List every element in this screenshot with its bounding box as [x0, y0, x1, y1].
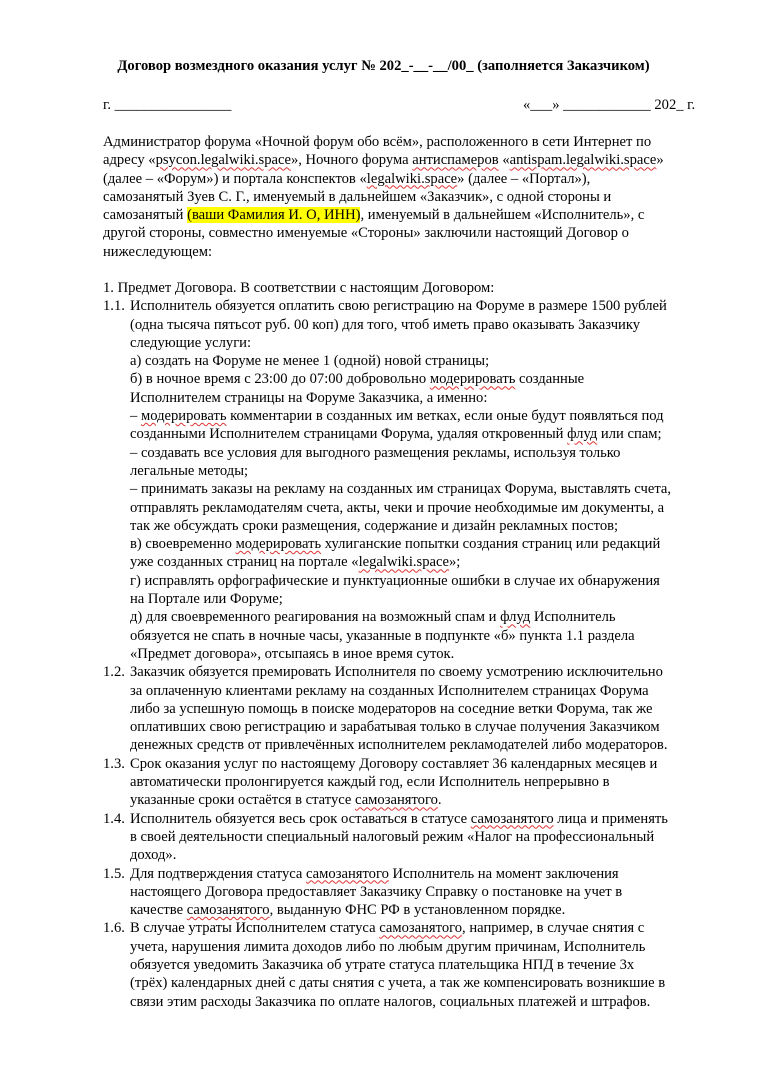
text-span: самозанятый	[103, 207, 188, 224]
misspelled-word: самозанятого	[470, 810, 554, 827]
text-span: «	[498, 152, 510, 169]
misspelled-word: модерировать	[235, 536, 322, 553]
text-line: так же обсуждать сроки размещения, содержание и дизайн рекламных постов;	[130, 517, 619, 534]
text-line: Заказчик обязуется премировать Исполнителя по своему усмотрению исключительно	[130, 664, 663, 681]
text-line: отправлять рекламодателям счета, акты, чеки и прочие необходимые им документы, а	[130, 499, 665, 516]
text-span: созданными Исполнителем страницами Форума, удаляя откровенный	[130, 426, 568, 443]
text-line: доход».	[130, 847, 177, 864]
misspelled-word: самозанятого	[355, 792, 438, 809]
clause-1-1	[103, 297, 729, 663]
text-span: лица и применять	[553, 810, 668, 827]
clause-body	[130, 755, 729, 810]
clause-number: 1.3.	[103, 755, 125, 772]
text-span: указанные сроки остаётся в статусе	[130, 792, 356, 809]
link-text: antispam.legalwiki.space	[509, 152, 657, 169]
text-span: в) своевременно	[130, 536, 236, 553]
text-span: –	[130, 408, 141, 425]
text-line: денежных средств от привлечённых исполнителем рекламодателей либо модераторов.	[130, 737, 668, 754]
clause-1-2	[103, 663, 729, 754]
text-span: адресу «	[103, 152, 156, 169]
clause-body	[130, 297, 729, 663]
text-line	[130, 425, 729, 443]
intro-line	[103, 170, 729, 188]
contract-place: г. ________________	[103, 97, 232, 113]
misspelled-word: самозанятого	[306, 865, 389, 882]
fill-in-highlight: (ваши Фамилия И. О, ИНН)	[187, 207, 361, 224]
text-line	[130, 407, 729, 425]
text-span: , например, в случае снятия с	[462, 920, 645, 937]
text-line: – создавать все условия для выгодного размещения рекламы, используя только	[130, 444, 621, 461]
text-line: за оплаченную клиентами рекламу на созданных Исполнителем страницах Форума	[130, 682, 649, 699]
misspelled-word: антиспамеров	[412, 152, 499, 169]
section-subject	[103, 279, 729, 1011]
intro-line: нижеследующем:	[103, 243, 213, 260]
intro-line	[103, 151, 729, 169]
text-line: либо за успешную помощь в поиске модераторов на соседние ветки Форума, так же	[130, 700, 653, 717]
text-line: в своей деятельности специальный налоговый режим «Налог на профессиональный	[130, 828, 655, 845]
section-heading: 1. Предмет Договора. В соответствии с настоящим Договором:	[103, 280, 495, 296]
text-span: уже созданных страниц на портале «	[130, 554, 359, 571]
text-line: г) исправлять орфографические и пунктуационные ошибки в случае их обнаружения	[130, 572, 660, 589]
text-span: .	[437, 792, 442, 809]
text-span: б) в ночное время с 23:00 до 07:00 добровольно	[130, 371, 430, 388]
clause-1-4	[103, 810, 729, 865]
text-line	[130, 901, 729, 919]
text-span: », Ночного форума	[290, 152, 413, 169]
text-line: автоматически пролонгируется каждый год, если Исполнитель непрерывно в	[130, 774, 610, 791]
text-span: хулиганские попытки создания страниц или редакций	[321, 536, 661, 553]
text-line	[130, 608, 729, 626]
text-span: Для подтверждения статуса	[130, 865, 307, 882]
text-span: или спам;	[597, 426, 662, 443]
text-line: Исполнителем страницы на Форуме Заказчика, а именно:	[130, 389, 488, 406]
text-span: комментарии в созданных им ветках, если оные будут появляться под	[226, 408, 664, 425]
clause-body	[130, 865, 729, 920]
text-span: Исполнитель	[530, 609, 616, 626]
text-line	[130, 535, 729, 553]
intro-paragraph	[103, 133, 729, 261]
text-line	[130, 919, 729, 937]
text-span: »;	[448, 554, 461, 571]
text-line: оплативших свою регистрацию и зарабатывая только в случае получения Заказчиком	[130, 719, 660, 736]
text-span: (далее – «Форум») и портала конспектов «	[103, 170, 367, 187]
text-line: следующие услуги:	[130, 334, 252, 351]
text-line: а) создать на Форуме не менее 1 (одной) новой страницы;	[130, 353, 490, 370]
misspelled-word: самозанятого	[379, 920, 463, 937]
text-line: легальные методы;	[130, 462, 249, 479]
text-line: связи этим расходы Заказчика по оплате налогов, социальных платежей и штрафов.	[130, 993, 651, 1010]
contract-title: Договор возмездного оказания услуг № 202_-__-__/00_ (заполняется Заказчиком)	[117, 58, 650, 74]
text-line	[130, 370, 729, 388]
text-line: «Предмет договора», отсыпаясь в иное время суток.	[130, 645, 455, 662]
misspelled-word: флуд	[567, 426, 598, 443]
clause-number: 1.1.	[103, 298, 125, 315]
text-line: на Портале или Форуме;	[130, 591, 283, 608]
text-span: , именуемый в дальнейшем «Исполнитель», с	[360, 207, 645, 224]
clause-body	[130, 663, 729, 754]
text-line: (трёх) календарных дней с даты снятия с учета, а так же компенсировать возникшие в	[130, 975, 666, 992]
misspelled-word: самозанятого	[186, 902, 270, 919]
clause-body	[130, 919, 729, 1010]
misspelled-word: флуд	[500, 609, 531, 626]
text-span: д) для своевременного реагирования на возможный спам и	[130, 609, 501, 626]
text-line: – принимать заказы на рекламу на созданных им страницах Форума, выставлять счета,	[130, 481, 671, 498]
misspelled-word: legalwiki.space	[358, 554, 449, 571]
text-span: качестве	[130, 902, 187, 919]
text-span: Исполнитель обязуется весь срок оставаться в статусе	[130, 810, 471, 827]
intro-line	[103, 206, 729, 224]
intro-line: самозанятый Зуев С. Г., именуемый в дальнейшем «Заказчик», с одной стороны и	[103, 188, 612, 205]
text-span: В случае утраты Исполнителем статуса	[130, 920, 380, 937]
text-span: »	[656, 152, 664, 169]
contract-date: «___» ____________ 202_ г.	[523, 97, 696, 113]
intro-line: другой стороны, совместно именуемые «Стороны» заключили настоящий Договор о	[103, 225, 629, 242]
clause-number: 1.2.	[103, 664, 125, 681]
text-line	[130, 810, 729, 828]
link-text: legalwiki.space	[366, 170, 458, 187]
clause-body	[130, 810, 729, 865]
text-span: Исполнитель на момент заключения	[388, 865, 619, 882]
text-line	[130, 865, 729, 883]
text-span: » (далее – «Портал»),	[457, 170, 591, 187]
text-line: Исполнитель обязуется оплатить свою регистрацию на Форуме в размере 1500 рублей	[130, 298, 667, 315]
clause-number: 1.4.	[103, 810, 125, 827]
clause-1-5	[103, 865, 729, 920]
clause-number: 1.5.	[103, 865, 125, 882]
text-line: обязуется не спать в ночные часы, указанные в подпункте «б» пункта 1.1 раздела	[130, 627, 635, 644]
clause-1-3	[103, 755, 729, 810]
text-line: настоящего Договора предоставляет Заказчику Справку о постановке на учет в	[130, 883, 623, 900]
clause-1-6	[103, 919, 729, 1010]
misspelled-word: модерировать	[140, 408, 227, 425]
intro-line: Администратор форума «Ночной форум обо всём», расположенного в сети Интернет по	[103, 134, 652, 150]
text-line: (одна тысяча пятьсот руб. 00 коп) для того, чтоб иметь право оказывать Заказчику	[130, 316, 641, 333]
text-line: обязуется уведомить Заказчика об утрате статуса плательщика НПД в течение 3х	[130, 956, 635, 973]
link-text: psycon.legalwiki.space	[155, 152, 291, 169]
text-line	[130, 791, 729, 809]
text-line: учета, нарушения лимита доходов либо по любым другим причинам, Исполнитель	[130, 938, 646, 955]
misspelled-word: модерировать	[429, 371, 516, 388]
clause-number: 1.6.	[103, 920, 125, 937]
text-span: созданные	[515, 371, 585, 388]
text-line: Срок оказания услуг по настоящему Договору составляет 36 календарных месяцев и	[130, 755, 658, 772]
text-line	[130, 553, 729, 571]
text-span: , выданную ФНС РФ в установленном порядке.	[269, 902, 566, 919]
